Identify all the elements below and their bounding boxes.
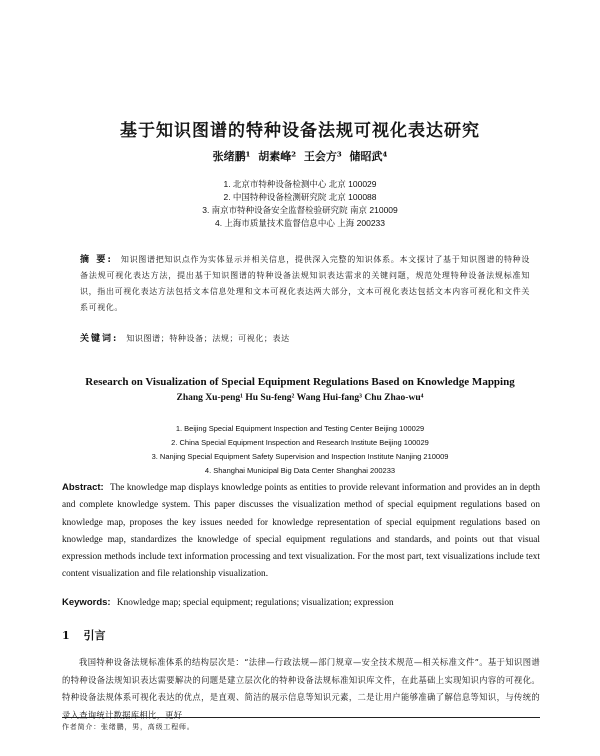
keywords-cn [80,332,530,346]
section-title: 引言 [83,629,106,642]
affiliations-en [0,422,600,478]
keywords-en-label: Keywords: [62,597,111,608]
keywords-cn-label: 关键词: [80,334,119,344]
abstract-cn [80,252,530,316]
section-number: 1 [62,629,70,642]
keywords-en-text: Knowledge map; special equipment; regulations; visualization; expression [116,598,394,608]
abstract-cn-text: 知识图谱把知识点作为实体显示并相关信息，提供深入完整的知识体系。本文探讨了基于知识图谱的特种设备法规可视化表达方法，提出基于知识图谱的特种设备法规知识表达需求的关键问题，规范处理特种设备法规标准知识，指出可视化表达方法包括文本信息处理和文本可视化表达两大部分，文本可视化表达包括文本内容可视化和文件关系可视化。 [80,255,530,312]
affiliation-cn-1: 1. 北京市特种设备检测中心 北京 100029 [223,179,377,189]
abstract-en-label: Abstract: [62,482,104,493]
keywords-en [62,596,540,610]
keywords-cn-text: 知识图谱；特种设备；法规；可视化；表达 [126,334,290,343]
section-heading [62,627,106,643]
affiliation-en-4: 4. Shanghai Municipal Big Data Center Shanghai 200233 [204,466,396,475]
abstract-cn-label: 摘 要: [80,255,113,265]
authors-en: Zhang Xu-peng¹ Hu Su-feng² Wang Hui-fang³ Chu Zhao-wu⁴ [176,393,424,403]
affiliation-cn-4: 4. 上海市质量技术监督信息中心 上海 200233 [214,218,386,228]
authors-cn: 张绪鹏¹ 胡素峰² 王会方³ 储昭武⁴ [212,150,388,163]
author-footnote: 作者简介：张绪鹏，男，高级工程师。 [62,723,195,731]
abstract-en [62,479,540,584]
affiliation-en-3: 3. Nanjing Special Equipment Safety Supervision and Inspection Institute Nanjing 210009 [151,452,449,461]
paper-title-en: Research on Visualization of Special Equipment Regulations Based on Knowledge Mapping [85,376,515,388]
paper-title-cn: 基于知识图谱的特种设备法规可视化表达研究 [120,121,480,141]
affiliations-cn [0,178,600,230]
affiliation-en-1: 1. Beijing Special Equipment Inspection and Testing Center Beijing 100029 [175,424,425,433]
affiliation-en-2: 2. China Special Equipment Inspection and Research Institute Beijing 100029 [171,438,429,447]
abstract-en-text: The knowledge map displays knowledge points as entities to provide relevant information and provides an in depth and complete knowledge system. This paper discusses the visualization method of special equipment regulations based on knowledge map, proposes the key issues needed for knowledge representation of special equipment regulations based on knowledge map, standardizes the knowledge of special equipment regulations and standards, and points out that visual expression methods include text information processing and text visualization. For the most part, text visualizations include text content visualization and file relationship visualization. [62,483,541,580]
footnote-divider [62,717,540,718]
affiliation-cn-2: 2. 中国特种设备检测研究院 北京 100088 [223,192,377,202]
affiliation-cn-3: 3. 南京市特种设备安全监督检验研究院 南京 210009 [202,205,398,215]
intro-paragraph: 我国特种设备法规标准体系的结构层次是：“法律—行政法规—部门规章—安全技术规范—相关标准文件”。基于知识图谱的特种设备法规知识表达需要解决的问题是建立层次化的特种设备法规标准知识库文件，在此基础上实现知识内容的可视化。特种设备法规体系可视化表达的优点，是直观、简洁的展示信息等知识元素，二是让用户能够准确了解信息等知识，与传统的录入查询统计数据库相比，更好 [62,657,540,720]
